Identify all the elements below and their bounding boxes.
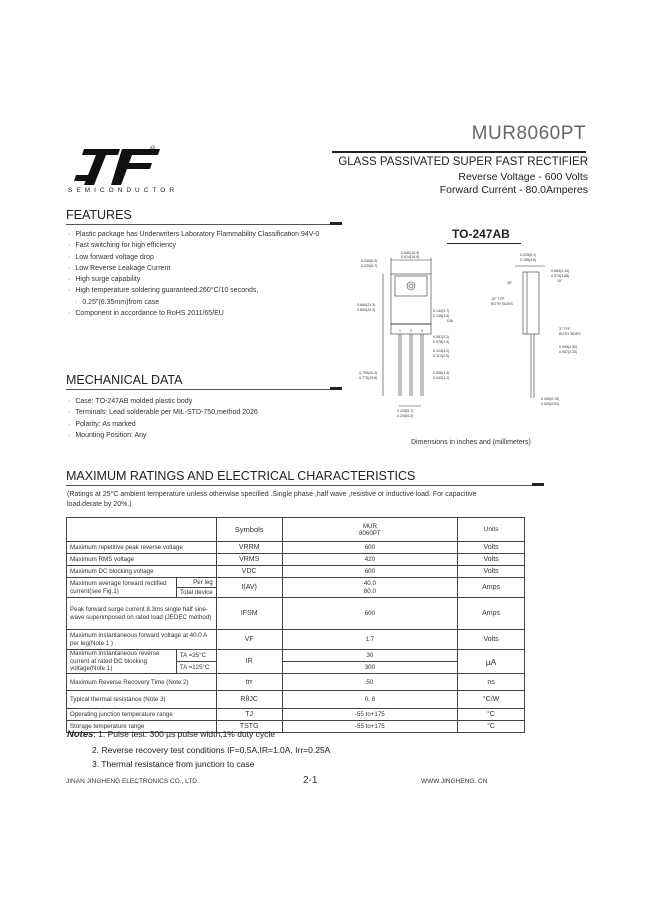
table-row [67,542,525,554]
dim-label: 0.030(0.76) [541,397,560,401]
table-row [67,709,525,721]
dim-label: 0.144(3.7) [433,309,450,313]
package-rule [447,243,521,244]
mechanical-heading: MECHANICAL DATA [66,373,183,387]
param-cell: Maximum instantaneous reverse current at rated DC blocking voltage(Note 1) [67,650,177,674]
dim-label: 0.795(20.2) [359,371,378,375]
table-row [67,674,525,691]
device-title: GLASS PASSIVATED SUPER FAST RECTIFIER [338,156,588,168]
value-cell: 300 [282,662,458,674]
value-cell: 600 [282,598,458,630]
dim-label: 0.124(3.2) [433,349,450,353]
symbol-cell: VRRM [216,542,282,554]
table-header-units: Units [458,518,525,542]
notes-block [67,727,330,772]
symbol-cell: IFSM [216,598,282,630]
ratings-note: (Ratings at 25°C ambient temperature unless otherwise specified .Single phase ,half wave ,resistive or inductive load. For capacitive load,derate by 20%.) [67,491,477,508]
table-row [67,691,525,709]
features-heading: FEATURES [66,208,132,222]
part-number: MUR8060PT [471,123,586,144]
dim-label: 0.056(1.4) [433,371,450,375]
dim-label: 0.840(21.3) [357,303,376,307]
value-cell [282,578,458,598]
pin-label: 2 [410,329,412,333]
table-header-param [67,518,217,542]
dim-label: BOTH SIDES [491,302,513,306]
feature-item: · Low forward voltage drop [68,252,368,263]
unit-cell: Volts [458,554,525,566]
dim-label: 0.225(5.1) [520,253,537,257]
value-cell: 600 [282,566,458,578]
ratings-rule [66,485,540,486]
dim-label: 0.020(0.51) [541,402,560,406]
dim-label: BOTH SIDES [559,332,581,336]
param-cell: Maximum Reverse Recovery Time (Note 2) [67,674,217,691]
value-cell: 30 [282,650,458,662]
symbol-cell: IR [216,650,282,674]
table-row [67,578,525,588]
package-outline-drawing [355,246,595,426]
dim-label: 0.098(2.50) [559,345,578,349]
dim-label: 0.078(1.9) [433,340,450,344]
note-2: 2. Reverse recovery test conditions IF=0.5A,IR=1.0A, Irr=0.25A [92,744,331,755]
note-3: 3. Thermal resistance from junction to case [92,759,255,769]
feature-item: · High temperature soldering guaranteed:260°C/10 seconds, [68,285,368,296]
company-tagline: SEMICONDUCTOR [68,187,179,194]
param-cell: Storage temperature range [67,721,217,733]
condition-cell: TA =125°C [176,662,216,674]
footer-page-number: 2-1 [303,775,318,786]
dim-label: 0.205(5.2) [397,414,414,418]
symbol-cell: trr [216,674,282,691]
unit-cell: Amps [458,598,525,630]
ratings-heading: MAXIMUM RATINGS AND ELECTRICAL CHARACTERISTICS [66,469,416,483]
unit-cell: °C [458,721,525,733]
unit-cell: Volts [458,566,525,578]
table-header-row [67,518,525,542]
unit-cell: °C/W [458,691,525,709]
dim-label: 0.225(5.7) [361,264,378,268]
package-name: TO-247AB [452,227,510,241]
unit-cell: °C [458,709,525,721]
feature-item [68,297,368,308]
note-1 [67,727,330,743]
reverse-voltage: Reverse Voltage - 600 Volts [458,171,588,183]
feature-item: · Low Reverse Leakage Current [68,263,368,274]
mechanical-rule-tab [330,387,342,390]
unit-cell: µA [458,650,525,674]
dim-label: DIA [447,319,453,323]
symbol-cell: VF [216,630,282,650]
value-cell: -55 to+175 [282,721,458,733]
value-cell: -55 to+175 [282,709,458,721]
dim-label: 0.245(6.2) [361,259,378,263]
mechanical-item: · Polarity: As marked [68,419,368,430]
value-total: 80.0 [363,587,376,595]
footer-company: JINAN JINGHENG ELECTRONICS CO., LTD. [66,778,199,785]
part-header-line2: 8060PT [359,529,381,537]
dimensions-note: Dimensions in inches and (millimeters) [411,439,531,446]
dim-label: 0.087(2.2) [433,335,450,339]
dim-label: 0.614(15.6) [401,255,420,259]
table-header-part [282,518,458,542]
symbol-cell: I(AV) [216,578,282,598]
dim-label: 0.114(2.9) [433,354,450,358]
symbol-cell: VDC [216,566,282,578]
dim-label: 0.185(4.8) [520,258,537,262]
feature-item: · Fast switching for high efficiency [68,240,368,251]
mechanical-item: · Terminals: Lead solderable per MIL-STD-750,method 2026 [68,407,368,418]
feature-item: · Component in accordance to RoHS 2011/65/EU [68,308,368,319]
dim-label: 0.139(3.5) [433,314,450,318]
feature-item: · Plastic package has Underwriters Laboratory Flammability Classification 94V-0 [68,229,368,240]
param-cell: Peak forward surge current 8.3ms single half sine-wave superimposed on rated load (JEDEC method) [67,598,217,630]
value-cell: 0. 8 [282,691,458,709]
value-cell: 50 [282,674,458,691]
param-cell: Maximum instantaneous forward voltage at 40.0 A per leg(Note 1 ) [67,630,217,650]
table-row [67,650,525,662]
feature-item: · High surge capability [68,274,368,285]
part-header-line1: MUR [362,522,377,530]
feature-item-cont: 0.25"(6.35mm)from case [82,298,160,306]
param-cell: Typical thermal resistance (Note 3) [67,691,217,709]
forward-current: Forward Current - 80.0Amperes [439,184,588,196]
pin-label: 1 [399,329,401,333]
dim-label: 0.225(5.7) [397,409,414,413]
registered-mark: ® [150,146,156,153]
unit-cell: Volts [458,542,525,554]
dim-label: 0.063(2.10) [551,269,570,273]
value-cell: 600 [282,542,458,554]
dim-label: 3° TYP [559,327,571,331]
symbol-cell: VRMS [216,554,282,566]
features-list [68,229,368,319]
dim-label: 0.775(19.6) [359,376,378,380]
notes-label: Notes [67,729,94,740]
unit-cell: Amps [458,578,525,598]
table-row [67,554,525,566]
dim-label: 0.043(1.1) [433,376,450,380]
symbol-cell: TJ [216,709,282,721]
param-cell: Operating junction temperature range [67,709,217,721]
ratings-table [66,517,525,733]
features-rule-tab [330,222,342,225]
dim-label: 0.800(20.3) [357,308,376,312]
mechanical-item: · Mounting Position: Any [68,430,368,441]
unit-cell: ns [458,674,525,691]
table-row [67,598,525,630]
param-cell: Maximum RMS voltage [67,554,217,566]
dim-label: 0.087(2.20) [559,350,578,354]
param-cell: Maximum repetitive peak reverse voltage [67,542,217,554]
header-rule [332,151,586,153]
param-cell: Maximum DC blocking voltage [67,566,217,578]
company-logo [74,147,164,187]
dim-label: 0.645(16.4) [401,251,420,255]
value-cell: 1.7 [282,630,458,650]
symbol-cell: RθJC [216,691,282,709]
symbol-cell: TSTG [216,721,282,733]
condition-cell: TA =25°C [176,650,216,662]
dim-label: 10° [557,279,563,283]
table-row [67,566,525,578]
dim-label: 10° TYP [491,297,505,301]
mechanical-list [68,396,368,441]
param-cell: Maximum average forward rectified current(see Fig.1) [67,578,177,598]
pin-label: 3 [421,329,423,333]
dim-label: 30° [507,281,513,285]
condition-cell: Total device [176,588,216,598]
dim-label: 0.074(1.88) [551,274,570,278]
value-cell: 420 [282,554,458,566]
note-1-text: : 1. Pulse test: 300 µs pulse width,1% duty cycle [93,729,276,739]
mechanical-rule [66,389,340,390]
features-rule [66,224,340,225]
mechanical-item: · Case: TO-247AB molded plastic body [68,396,368,407]
ratings-rule-tab [532,483,544,486]
value-per-leg: 40.0 [363,579,376,587]
table-row [67,630,525,650]
condition-cell: Per leg [176,578,216,588]
footer-website: WWW.JINGHENG. CN [421,778,488,785]
unit-cell: Volts [458,630,525,650]
table-header-symbols: Symbols [216,518,282,542]
